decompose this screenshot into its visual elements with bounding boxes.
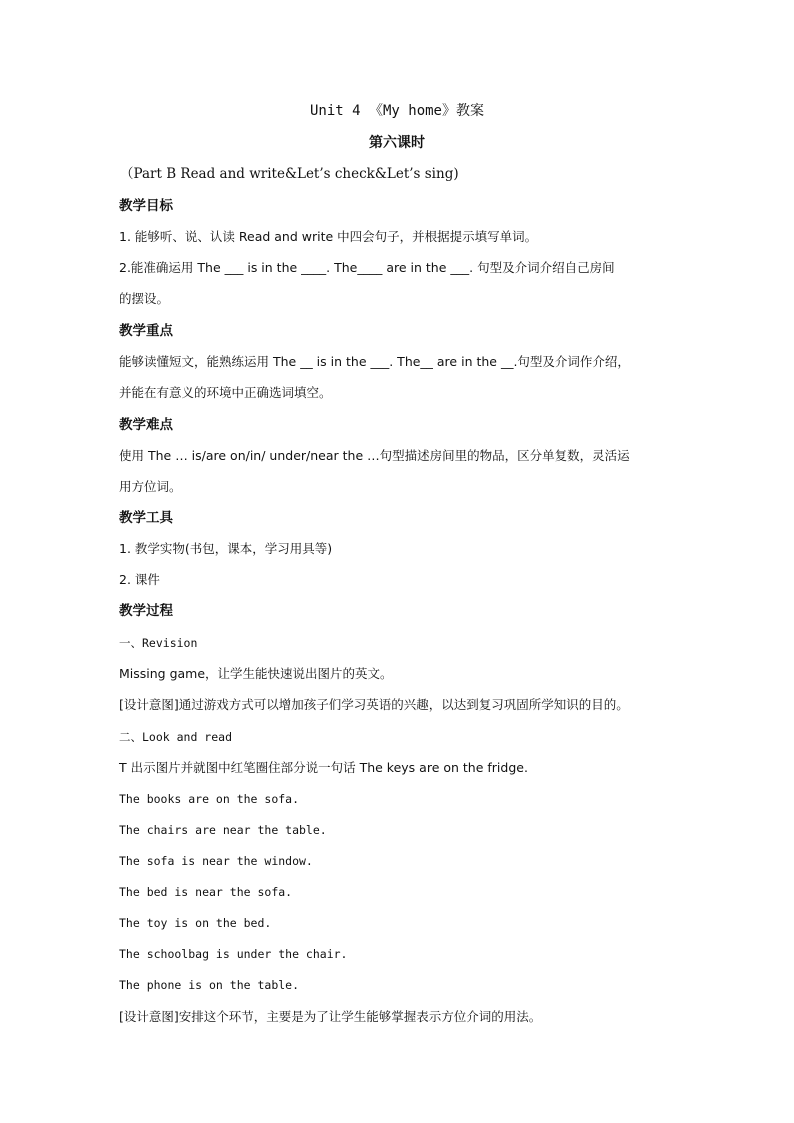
tools-item-1: 1. 教学实物(书包，课本，学习用具等) [119,541,333,556]
objective-item-2-line-2: 的摆设。 [119,291,170,306]
key-points-line-1: 能够读懂短文，能熟练运用 The __ is in the ___. The__ are in the __.句型及介词作介绍， [119,354,630,369]
process-heading: 教学过程 [119,603,173,619]
example-sentence: The bed is near the sofa. [119,885,293,899]
example-sentence: The sofa is near the window. [119,854,313,868]
step-2-design-intent: [设计意图]安排这个环节，主要是为了让学生能够掌握表示方位介词的用法。 [119,1009,542,1024]
key-points-heading: 教学重点 [119,323,173,339]
objective-item-1: 1. 能够听、说、认读 Read and write 中四会句子，并根据提示填写单词。 [119,229,538,244]
lesson-number: 第六课时 [369,135,425,151]
example-sentence: The phone is on the table. [119,978,300,992]
objectives-heading: 教学目标 [119,198,173,214]
document-title: Unit 4 《My home》教案 [309,103,484,119]
step-1-design-intent: [设计意图]通过游戏方式可以增加孩子们学习英语的兴趣，以达到复习巩固所学知识的目的。 [119,697,629,712]
example-sentence: The chairs are near the table. [119,823,327,837]
step-1-title: 一、Revision [119,636,198,650]
example-sentence: The toy is on the bed. [119,916,272,930]
key-points-line-2: 并能在有意义的环境中正确选词填空。 [119,385,332,400]
tools-item-2: 2. 课件 [119,572,160,587]
difficulties-heading: 教学难点 [119,417,173,433]
tools-heading: 教学工具 [119,510,173,526]
objective-item-2-line-1: 2.能准确运用 The ___ is in the ____. The____ are in the ___. 句型及介词介绍自己房间 [119,260,615,275]
example-sentence: The schoolbag is under the chair. [119,947,348,961]
step-2-intro: T 出示图片并就图中红笔圈住部分说一句话 The keys are on the fridge. [119,760,528,775]
step-2-title: 二、Look and read [119,730,233,744]
lesson-part: （Part B Read and write&Let’s check&Let’s sing) [120,166,459,182]
step-1-text: Missing game，让学生能快速说出图片的英文。 [119,666,393,681]
difficulties-line-1: 使用 The … is/are on/in/ under/near the …句型描述房间里的物品，区分单复数，灵活运 [119,448,630,463]
example-sentence: The books are on the sofa. [119,792,300,806]
difficulties-line-2: 用方位词。 [119,479,182,494]
